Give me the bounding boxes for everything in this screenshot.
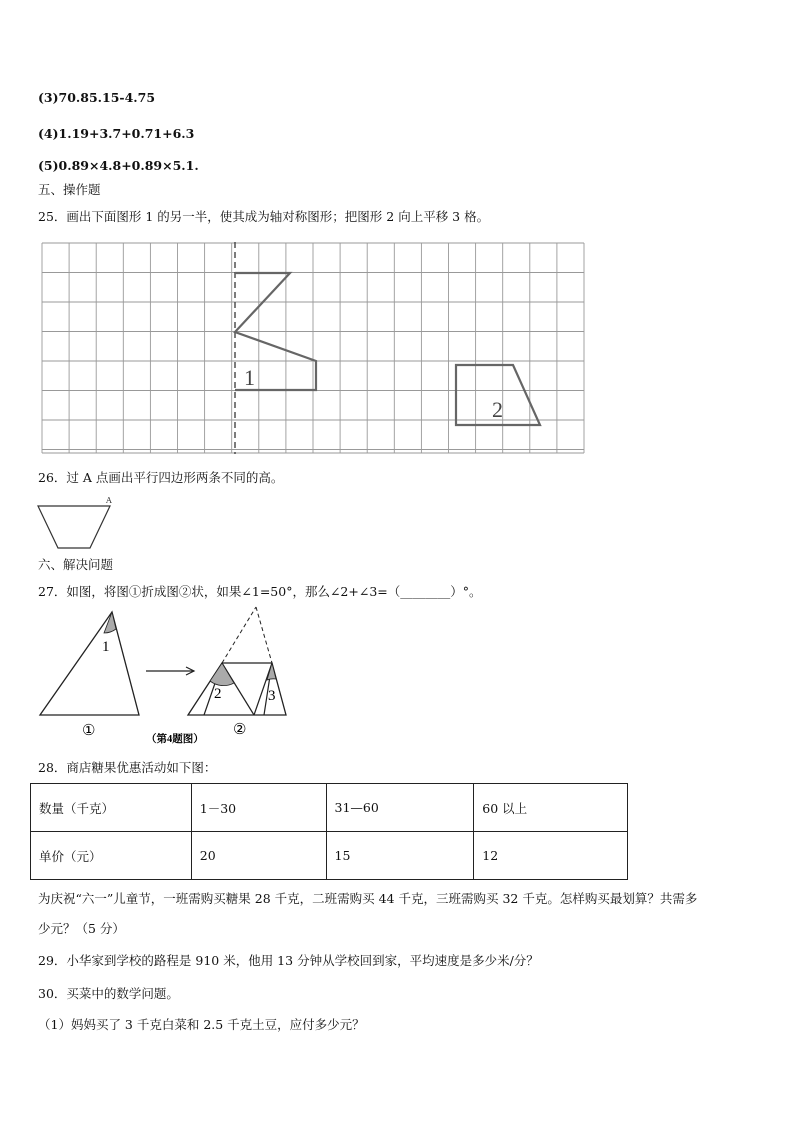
calc-item-5: (5)0.89×4.8+0.89×5.1. bbox=[38, 158, 199, 173]
figure-2-circled-label: ② bbox=[233, 722, 247, 738]
table-row bbox=[31, 784, 628, 832]
table-cell: 12 bbox=[474, 832, 628, 880]
question-26: 26．过 A 点画出平行四边形两条不同的高。 bbox=[38, 470, 284, 485]
table-cell: 20 bbox=[191, 832, 326, 880]
figure-1-label: 1 bbox=[244, 365, 255, 390]
question-25: 25．画出下面图形 1 的另一半，使其成为轴对称图形；把图形 2 向上平移 3 格。 bbox=[38, 209, 490, 224]
question-28-text-line1: 为庆祝“六一”儿童节，一班需购买糖果 28 千克，二班需购买 44 千克，三班需购买 32 千克。怎样购买最划算？共需多 bbox=[38, 891, 698, 906]
calc-item-3: (3)70.85.15-4.75 bbox=[38, 90, 156, 105]
table-row bbox=[31, 832, 628, 880]
table-cell: 单价（元） bbox=[31, 832, 192, 880]
q26-parallelogram-figure bbox=[34, 496, 120, 554]
angle-2-label: 2 bbox=[214, 686, 222, 702]
table-cell: 60 以上 bbox=[474, 784, 628, 832]
figure-2-label: 2 bbox=[492, 397, 503, 422]
q25-grid-figure bbox=[40, 240, 602, 458]
angle-3-label: 3 bbox=[268, 688, 276, 704]
table-cell: 15 bbox=[326, 832, 474, 880]
question-28-text-line2: 少元？（5 分） bbox=[38, 921, 125, 936]
question-29: 29．小华家到学校的路程是 910 米，他用 13 分钟从学校回到家，平均速度是多少米/分？ bbox=[38, 953, 539, 968]
table-cell: 数量（千克） bbox=[31, 784, 192, 832]
question-30: 30．买菜中的数学问题。 bbox=[38, 986, 179, 1001]
section-title-operations: 五、操作题 bbox=[38, 182, 101, 197]
point-a-label: A bbox=[106, 496, 112, 505]
figure-1-circled-label: ① bbox=[82, 723, 96, 739]
section-title-problems: 六、解决问题 bbox=[38, 557, 114, 572]
question-27: 27．如图，将图①折成图②状，如果∠1=50°，那么∠2+∠3=（________）°。 bbox=[38, 584, 482, 599]
table-cell: 1－30 bbox=[191, 784, 326, 832]
price-table bbox=[30, 783, 628, 880]
question-28: 28．商店糖果优惠活动如下图： bbox=[38, 760, 217, 775]
angle-1-label: 1 bbox=[102, 639, 110, 655]
question-30-part-1: （1）妈妈买了 3 千克白菜和 2.5 千克土豆，应付多少元？ bbox=[38, 1017, 365, 1032]
q27-triangles-figure bbox=[36, 605, 306, 745]
calc-item-4: (4)1.19+3.7+0.71+6.3 bbox=[38, 126, 195, 141]
table-cell: 31—60 bbox=[326, 784, 474, 832]
figure-caption: （第4题图） bbox=[146, 734, 204, 745]
